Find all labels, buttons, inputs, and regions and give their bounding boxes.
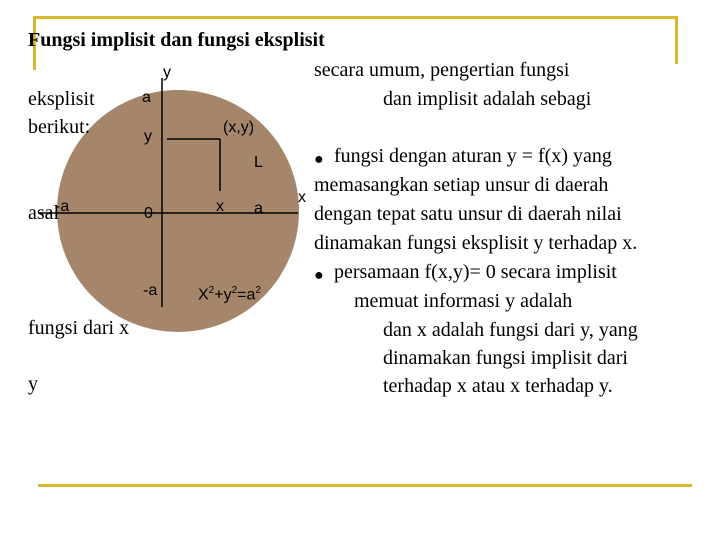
x-axis-label: x (298, 189, 306, 206)
intro-line-2: dan implisit adalah sebagi (383, 88, 592, 110)
x-segment-label: x (216, 198, 224, 215)
a-right-label: a (254, 200, 263, 217)
equation-eq: = (237, 286, 247, 304)
bullet-2-line-5: terhadap x atau x terhadap y. (383, 375, 613, 397)
bullet-1-line-2: memasangkan setiap unsur di daerah (314, 174, 609, 196)
left-word-y: y (28, 373, 38, 395)
equation-plus: + (214, 286, 224, 304)
neg-a-bottom-label: -a (143, 282, 158, 299)
equation-y: y (223, 286, 232, 304)
bullet-2-line-1: persamaan f(x,y)= 0 secara implisit (334, 261, 617, 283)
bullet-1-line-4: dinamakan fungsi eksplisit y terhadap x. (314, 232, 638, 254)
equation-a: a (246, 286, 256, 304)
L-label: L (254, 154, 263, 171)
bullet-1-line-1: fungsi dengan aturan y = f(x) yang (334, 145, 612, 167)
bullet-2-line-2: memuat informasi y adalah (354, 290, 573, 312)
intro-line-1: secara umum, pengertian fungsi (314, 59, 570, 81)
point-label: (x,y) (223, 119, 255, 136)
y-segment-label: y (144, 128, 152, 145)
bullet-1-marker: ● (314, 151, 324, 168)
y-axis-label: y (163, 64, 171, 81)
left-word-fungsi-dari-x: fungsi dari x (28, 317, 130, 339)
equation-x: X (198, 286, 209, 304)
left-word-asal: asal (28, 202, 60, 224)
left-word-eksplisit: eksplisit (28, 88, 95, 110)
left-word-berikut: berikut: (28, 116, 91, 138)
bullet-2-line-3: dan x adalah fungsi dari y, yang (383, 319, 638, 341)
zero-label: 0 (144, 205, 153, 222)
a-top-label: a (142, 89, 151, 106)
bullet-1-line-3: dengan tepat satu unsur di daerah nilai (314, 203, 622, 225)
neg-a-left-label: -a (55, 198, 70, 215)
bullet-2-marker: ● (314, 267, 324, 284)
equation-label (198, 285, 261, 304)
page-title: Fungsi implisit dan fungsi eksplisit (28, 29, 325, 51)
equation-x-exp: 2 (208, 285, 215, 296)
equation-y-exp: 2 (231, 285, 238, 296)
equation-a-exp: 2 (255, 285, 261, 296)
bullet-2-line-4: dinamakan fungsi implisit dari (383, 347, 628, 369)
